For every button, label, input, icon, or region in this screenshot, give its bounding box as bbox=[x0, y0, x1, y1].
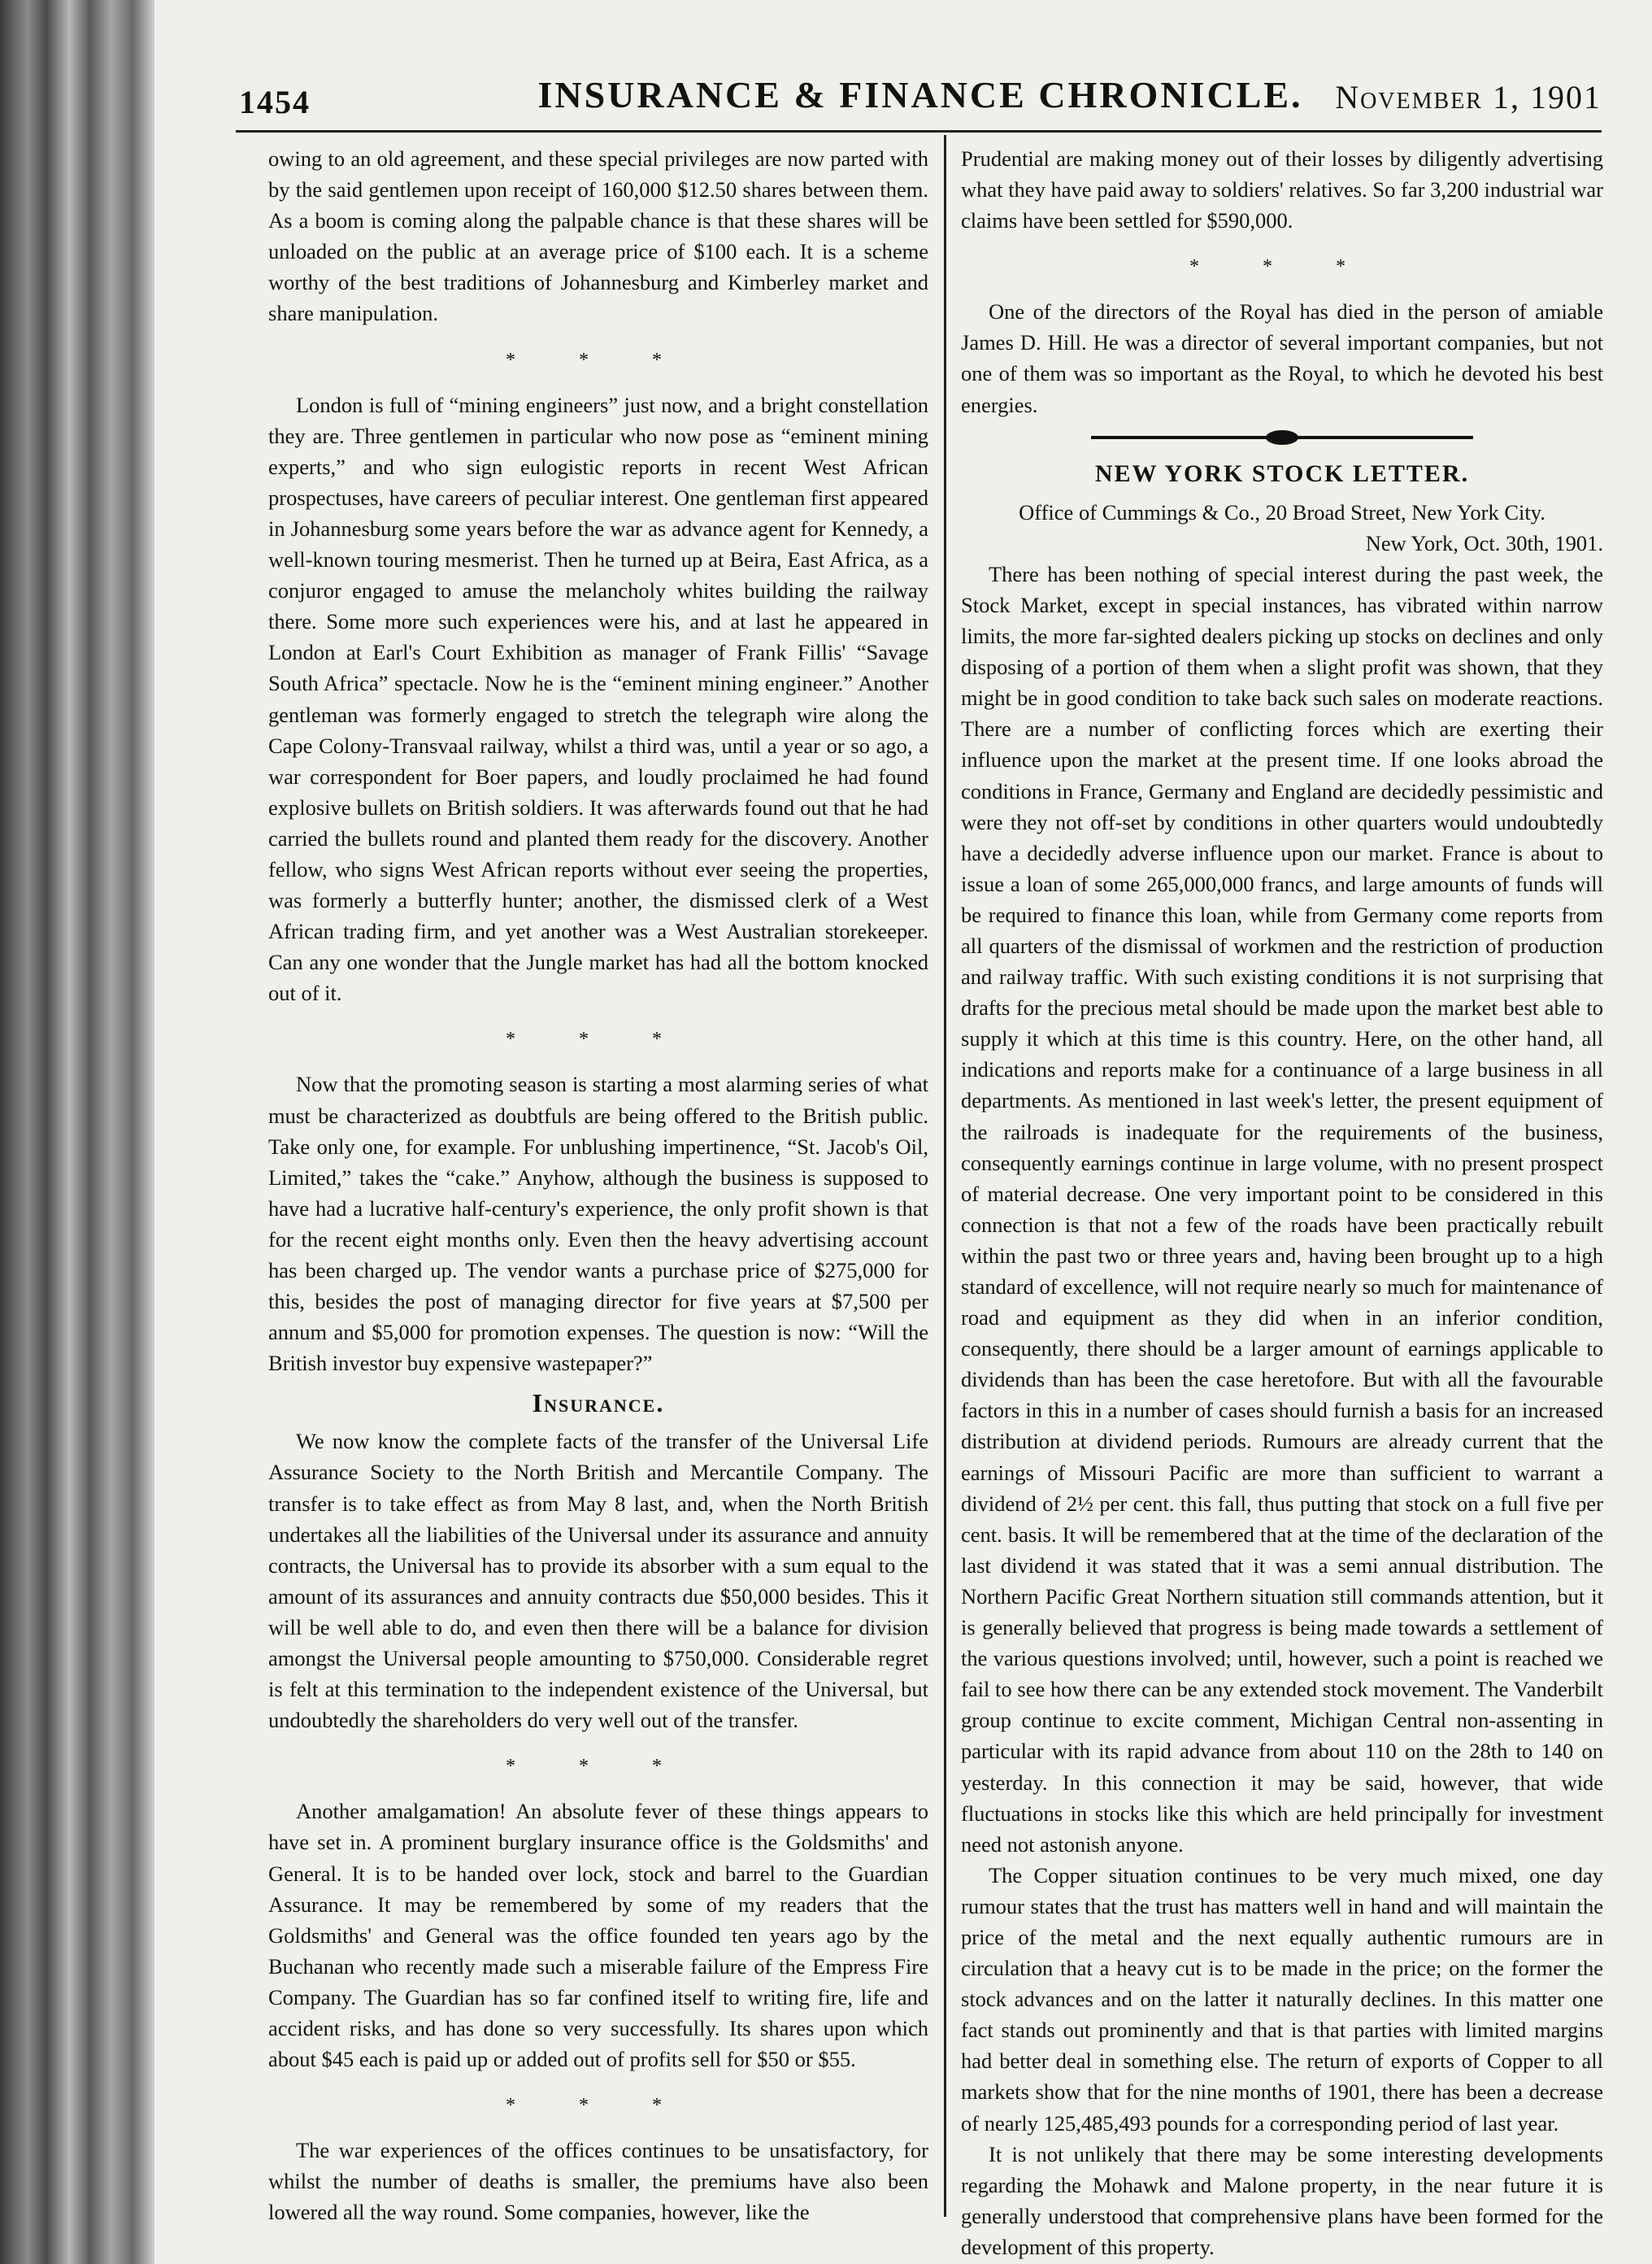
section-heading-insurance: Insurance. bbox=[532, 1388, 665, 1418]
section-separator: * * * bbox=[1189, 256, 1375, 278]
paragraph: One of the directors of the Royal has died in the person of amiable James D. Hill. He was a director of several important companies, but not one of them was so important as the Royal, to which he devoted his best energies. bbox=[961, 299, 1603, 417]
ornamental-rule bbox=[961, 425, 1603, 450]
section-separator: * * * bbox=[506, 1029, 691, 1051]
book-binding bbox=[0, 0, 154, 2264]
paragraph: The Copper situation continues to be very much mixed, one day rumour states that the trust has matters well in hand and will maintain the price of the metal and the next equally authentic rumours are in circulation that a heavy cut is to be made in the price; on the former the stock advances and on the latter it naturally declines. In this matter one fact stands out prominently and that is that parties with limited margins had better deal in something else. The return of exports of Copper to all markets show that for the nine months of 1901, there has been a decrease of nearly 125,485,493 pounds for a corresponding period of last year. bbox=[961, 1862, 1603, 2136]
paragraph: Now that the promoting season is starting a most alarming series of what must be characterized as doubtfuls are being offered to the British public. Take only one, for example. For unblushing impertinence, “St. Jacob's Oil, Limited,” takes the “cake.” Anyhow, although the business is supposed to have had a lucrative half-century's experience, the only profit shown is that for the recent eight months only. Even then the heavy advertising account has been charged up. The vendor wants a purchase price of $275,000 for this, besides the post of managing director for five years at $7,500 per annum and $5,000 for promotion expenses. The question is now: “Will the British investor buy expensive wastepaper?” bbox=[268, 1072, 928, 1376]
page-header bbox=[239, 59, 1602, 124]
paragraph: The war experiences of the offices continues to be unsatisfactory, for whilst the number of deaths is smaller, the premiums have also been lowered all the way round. Some companies, however, like the bbox=[268, 2138, 928, 2225]
office-line: Office of Cummings & Co., 20 Broad Street, New York City. bbox=[1019, 499, 1545, 525]
header-rule bbox=[236, 130, 1602, 133]
paragraph: Another amalgamation! An absolute fever of these things appears to have set in. A prominent burglary insurance office is the Goldsmiths' and General. It is to be handed over lock, stock and barrel to the Guardian Assurance. It may be remembered by some of my readers that the Goldsmiths' and General was the office founded ten years ago by the Buchanan who recently made such a miserable failure of the Empress Fire Company. The Guardian has so far confined itself to writing fire, life and accident risks, and has done so very successfully. Its shares upon which about $45 each is paid up or added out of profits sell for $50 or $55. bbox=[268, 1799, 928, 2072]
paragraph: It is not unlikely that there may be some interesting developments regarding the Mohawk and Malone property, in the near future it is generally understood that comprehensive plans have been formed for the development of this property. bbox=[961, 2141, 1603, 2259]
right-column bbox=[961, 143, 1603, 2262]
page-number: 1454 bbox=[239, 84, 311, 120]
column-divider bbox=[944, 135, 946, 2217]
paragraph: London is full of “mining engineers” just now, and a bright constellation they are. Three gentlemen in particular who now pose as “eminent mining experts,” and who sign eulogistic reports in recent West African prospectuses, have careers of peculiar interest. One gentleman first appeared in Johannesburg some years before the war as advance agent for Kennedy, a well-known touring mesmerist. Then he turned up at Beira, East Africa, as a conjuror engaged to amuse the melancholy whites building the railway there. Some more such experiences were his, and at last he appeared in London at Earl's Court Exhibition as manager of Frank Fillis' “Savage South Africa” spectacle. Now he is the “eminent mining engineer.” Another gentleman was formerly engaged to stretch the telegraph wire along the Cape Colony-Transvaal railway, whilst a third was, until a year or so ago, a war correspondent for Boer papers, and loudly proclaimed he had found explosive bullets on British soldiers. It was afterwards found out that he had carried the bullets round and planted them ready for the discovery. Another fellow, who signs West African reports without ever seeing the properties, was formerly a butterfly hunter; another, the dismissed clerk of a West African trading firm, and yet another was a West Australian storekeeper. Can any one wonder that the Jungle market has had all the bottom knocked out of it. bbox=[268, 392, 928, 1006]
paragraph: Prudential are making money out of their losses by diligently advertising what they have paid away to soldiers' relatives. So far 3,200 industrial war claims have been settled for $590,000. bbox=[961, 146, 1603, 233]
left-column bbox=[268, 143, 928, 2227]
section-separator: * * * bbox=[506, 349, 691, 371]
dateline: New York, Oct. 30th, 1901. bbox=[1365, 530, 1603, 555]
paragraph: owing to an old agreement, and these special privileges are now parted with by the said gentlemen upon receipt of 160,000 $12.50 shares between them. As a boom is coming along the palpable chance is that these shares will be unloaded on the public at an average price of $100 each. It is a scheme worthy of the best traditions of Johannesburg and Kimberley market and share manipulation. bbox=[268, 146, 928, 326]
paragraph: We now know the complete facts of the transfer of the Universal Life Assurance Society to the North British and Mercantile Company. The transfer is to take effect as from May 8 last, and, when the North British undertakes all the liabilities of the Universal under its assurance and annuity contracts, the Universal has to provide its absorber with a sum equal to the amount of its assurances and annuity contracts due $50,000 besides. This it will be well able to do, and even then there will be a balance for division amongst the Universal people amounting to $750,000. Considerable regret is felt at this termination to the independent existence of the Universal, but undoubtedly the shareholders do very well out of the transfer. bbox=[268, 1429, 928, 1733]
section-heading-stock-letter: NEW YORK STOCK LETTER. bbox=[1094, 459, 1470, 487]
publication-title: INSURANCE & FINANCE CHRONICLE. bbox=[537, 74, 1303, 115]
section-separator: * * * bbox=[506, 2095, 691, 2117]
newspaper-page bbox=[154, 0, 1652, 2264]
paragraph: There has been nothing of special interest during the past week, the Stock Market, except in special instances, has vibrated within narrow limits, the more far-sighted dealers picking up stocks on declines and only disposing of a portion of them when a slight profit was shown, that they might be in good condition to take back such sales on moderate reactions. There are a number of conflicting forces which are exerting their influence upon the market at the present time. If one looks abroad the conditions in France, Germany and England are decidedly pessimistic and were they not off-set by conditions in other quarters would undoubtedly have a decidedly adverse influence upon our market. France is about to issue a loan of some 265,000,000 francs, and large amounts of funds will be required to finance this loan, while from Germany come reports from all quarters of the dismissal of workmen and the restriction of production and railway traffic. With such existing conditions it is not surprising that drafts for the precious metal should be made upon the market best able to supply it which at this time is this country. Here, on the other hand, all indications and reports make for a continuance of a large business in all departments. As mentioned in last week's letter, the present equipment of the railroads is inadequate for the requirements of the business, consequently earnings continue in large volume, with no present prospect of material decrease. One very important point to be considered in this connection is that not a few of the roads have been practically rebuilt within the past two or three years and, having been brought up to a high standard of excellence, will not require nearly so much for maintenance of road and equipment as they did when in an inferior condition, consequently, there should be a larger amount of earnings applicable to dividends than has been the case heretofore. But with all the favourable factors in this in a number of cases should furnish a basis for an increased distribution at dividend periods. Rumours are already current that the earnings of Missouri Pacific are more than sufficient to warrant a dividend of 2½ per cent. this fall, thus putting that stock on a full five per cent. basis. It will be remembered that at the time of the declaration of the last dividend it was stated that it was a semi annual distribution. The Northern Pacific Great Northern situation still commands attention, but it is generally believed that progress is being made towards a settlement of the various questions involved; until, however, such a point is reached we fail to see how there can be any extended stock movement. The Vanderbilt group continue to excite comment, Michigan Central non-assenting in particular with its rapid advance from about 110 on the 28th to 140 on yesterday. In this connection it may be said, however, that wide fluctuations in stocks like this which are held principally for investment need not astonish anyone. bbox=[961, 561, 1603, 1857]
section-separator: * * * bbox=[506, 1756, 691, 1778]
issue-date: November 1, 1901 bbox=[1335, 79, 1602, 115]
